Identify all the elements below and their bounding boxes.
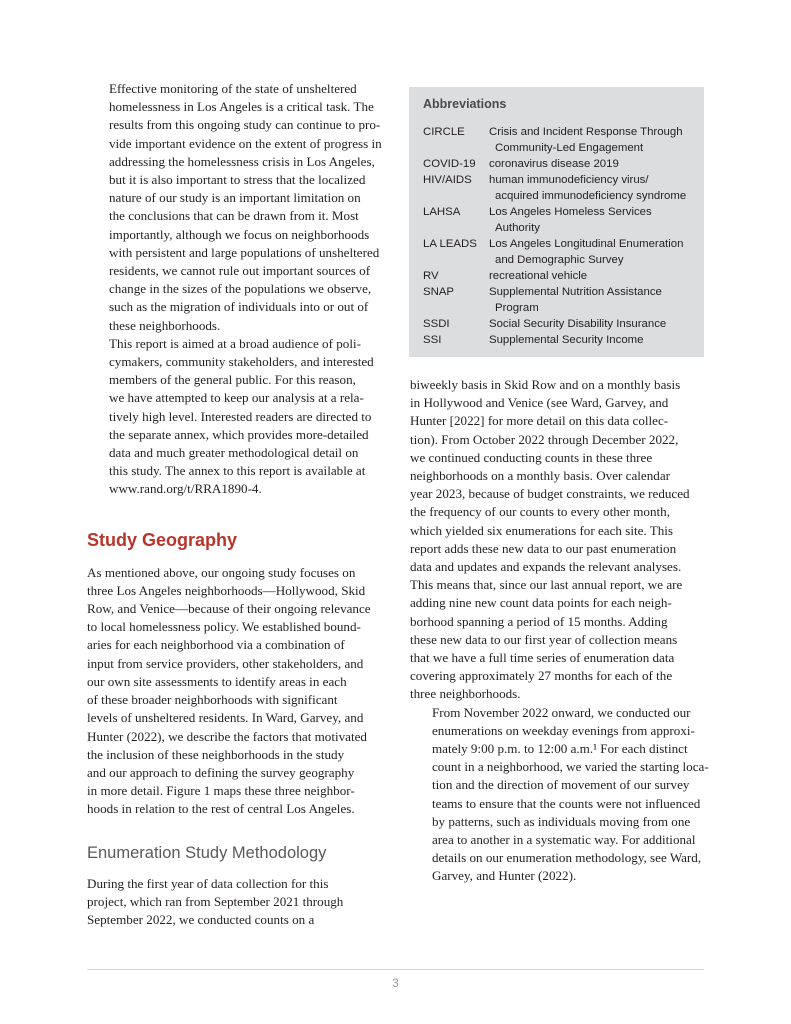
paragraph-biweekly	[410, 376, 703, 704]
text-line: From November 2022 onward, we conducted our	[432, 704, 691, 720]
left-column	[87, 80, 380, 929]
abbreviation-row	[423, 156, 690, 172]
text-line: to local homelessness policy. We established bound-	[87, 619, 361, 635]
text-line: aries for each neighborhood via a combination of	[87, 637, 345, 653]
text-line: by patterns, such as individuals moving from one	[432, 813, 691, 829]
abbreviation-definition	[489, 236, 690, 268]
definition-line: Crisis and Incident Response Through	[489, 126, 683, 138]
definition-line: Supplemental Nutrition Assistance	[489, 286, 662, 298]
text-line: importantly, although we focus on neighborhoods	[109, 226, 370, 242]
text-line: enumerations on weekday evenings from approxi-	[432, 722, 695, 738]
abbreviation-row	[423, 124, 690, 156]
text-line: we continued conducting counts in these three	[410, 449, 653, 465]
definition-line: acquired immunodeficiency syndrome	[495, 190, 687, 202]
right-column	[410, 376, 709, 886]
text-line: Hunter (2022), we describe the factors that motivated	[87, 728, 367, 744]
abbreviations-list	[423, 124, 690, 348]
definition-line: coronavirus disease 2019	[489, 158, 619, 170]
text-line: borhood spanning a period of 15 months. Adding	[410, 613, 668, 629]
abbreviation-term: COVID-19	[423, 158, 476, 170]
paragraph-audience	[87, 335, 380, 499]
text-line: this study. The annex to this report is available at	[109, 463, 366, 479]
text-line: of these broader neighborhoods with significant	[87, 692, 338, 708]
abbreviations-title: Abbreviations	[423, 97, 507, 111]
text-line: change in the sizes of the populations we observe,	[109, 281, 372, 297]
text-line: addressing the homelessness crisis in Los Angeles,	[109, 153, 375, 169]
paragraph-november	[410, 704, 709, 886]
definition-line: Supplemental Security Income	[489, 334, 644, 346]
text-line: data and updates and expands the relevant analyses.	[410, 559, 682, 575]
definition-line: and Demographic Survey	[495, 254, 624, 266]
abbreviation-row	[423, 332, 690, 348]
text-line: residents, we cannot rule out important sources of	[109, 263, 371, 279]
text-line: As mentioned above, our ongoing study focuses on	[87, 564, 356, 580]
text-line: and our approach to defining the survey geography	[87, 764, 355, 780]
abbreviation-term: HIV/AIDS	[423, 174, 472, 186]
definition-line: Program	[495, 302, 539, 314]
definition-line: Social Security Disability Insurance	[489, 318, 667, 330]
text-line: we have attempted to keep our analysis at a rela-	[109, 390, 364, 406]
text-line: area to another in a systematic way. For additional	[432, 832, 696, 848]
text-line: tion and the direction of movement of our survey	[432, 777, 690, 793]
text-line: cymakers, community stakeholders, and interested	[109, 354, 374, 370]
text-line: these new data to our first year of collection means	[410, 631, 678, 647]
text-line: adding nine new count data points for each neigh-	[410, 595, 672, 611]
abbreviation-row	[423, 172, 690, 204]
text-line: which yielded six enumerations for each site. This	[410, 522, 674, 538]
text-line: but it is also important to stress that the localized	[109, 172, 366, 188]
abbreviation-definition	[489, 316, 690, 332]
text-line: the frequency of our counts to every other month,	[410, 504, 670, 520]
abbreviation-row	[423, 204, 690, 236]
page-number: 3	[392, 976, 399, 990]
definition-line: Community-Led Engagement	[495, 142, 644, 154]
paragraph-first-year	[87, 875, 380, 930]
abbreviation-row	[423, 284, 690, 316]
text-line: the inclusion of these neighborhoods in the study	[87, 746, 345, 762]
text-line: these neighborhoods.	[109, 317, 221, 333]
text-line: with persistent and large populations of unsheltered	[109, 244, 380, 260]
text-line: members of the general public. For this reason,	[109, 372, 356, 388]
text-line: nature of our study is an important limitation on	[109, 190, 361, 206]
definition-line: recreational vehicle	[489, 270, 588, 282]
subsection-heading-enumeration: Enumeration Study Methodology	[87, 843, 327, 862]
abbreviation-definition	[489, 268, 690, 284]
text-line: the conclusions that can be drawn from it. Most	[109, 208, 359, 224]
text-line: tively high level. Interested readers are directed to	[109, 408, 372, 424]
definition-line: Authority	[495, 222, 540, 234]
definition-line: Los Angeles Longitudinal Enumeration	[489, 238, 684, 250]
abbreviation-term: LA LEADS	[423, 238, 477, 250]
text-line: This means that, since our last annual report, we are	[410, 577, 683, 593]
text-line: teams to ensure that the counts were not influenced	[432, 795, 701, 811]
abbreviation-definition	[489, 284, 690, 316]
abbreviation-row	[423, 316, 690, 332]
text-line: input from service providers, other stakeholders, and	[87, 655, 364, 671]
definition-line: human immunodeficiency virus/	[489, 174, 649, 186]
text-line: report adds these new data to our past enumeration	[410, 540, 677, 556]
abbreviations-box	[409, 87, 704, 357]
text-line: data and much greater methodological detail on	[109, 445, 359, 461]
text-line: homelessness in Los Angeles is a critical task. The	[109, 99, 374, 115]
text-line: such as the migration of individuals into or out of	[109, 299, 369, 315]
abbreviation-term: CIRCLE	[423, 126, 465, 138]
text-line: the separate annex, which provides more-detailed	[109, 426, 369, 442]
abbreviation-row	[423, 236, 690, 268]
paragraph-monitoring	[87, 80, 380, 335]
text-line: three neighborhoods.	[410, 686, 521, 702]
text-line: Hunter [2022] for more detail on this data collec-	[410, 413, 669, 429]
abbreviation-definition	[489, 156, 690, 172]
text-line: hoods in relation to the rest of central Los Angeles.	[87, 801, 355, 817]
text-line: details on our enumeration methodology, see Ward,	[432, 850, 702, 866]
text-line: our own site assessments to identify areas in each	[87, 673, 347, 689]
abbreviation-term: RV	[423, 270, 439, 282]
abbreviation-term: SSDI	[423, 318, 450, 330]
text-line: tion). From October 2022 through December 2022,	[410, 431, 679, 447]
text-line: year 2023, because of budget constraints, we reduced	[410, 486, 690, 502]
text-line: Row, and Venice—because of their ongoing relevance	[87, 601, 371, 617]
text-line: During the first year of data collection for this	[87, 875, 329, 891]
text-line: www.rand.org/t/RRA1890-4.	[109, 481, 262, 497]
footer-divider	[87, 969, 704, 970]
definition-line: Los Angeles Homeless Services	[489, 206, 652, 218]
section-heading-study-geography: Study Geography	[87, 529, 238, 550]
text-line: that we have a full time series of enumeration data	[410, 650, 675, 666]
text-line: project, which ran from September 2021 through	[87, 893, 344, 909]
text-line: This report is aimed at a broad audience of poli-	[109, 335, 361, 351]
abbreviation-definition	[489, 124, 690, 156]
text-line: in more detail. Figure 1 maps these three neighbor-	[87, 783, 355, 799]
abbreviation-term: SSI	[423, 334, 442, 346]
text-line: in Hollywood and Venice (see Ward, Garvey, and	[410, 395, 669, 411]
abbreviation-term: LAHSA	[423, 206, 461, 218]
abbreviation-definition	[489, 204, 690, 236]
abbreviation-row	[423, 268, 690, 284]
text-line: results from this ongoing study can continue to pro-	[109, 117, 381, 133]
text-line: covering approximately 27 months for each of the	[410, 668, 673, 684]
text-line: Effective monitoring of the state of unsheltered	[109, 81, 357, 96]
paragraph-study-geography	[87, 564, 380, 819]
text-line: September 2022, we conducted counts on a	[87, 911, 315, 927]
text-line: three Los Angeles neighborhoods—Hollywood, Skid	[87, 582, 366, 598]
abbreviation-definition	[489, 172, 690, 204]
abbreviation-definition	[489, 332, 690, 348]
text-line: mately 9:00 p.m. to 12:00 a.m.¹ For each distinct	[432, 741, 688, 757]
text-line: neighborhoods on a monthly basis. Over calendar	[410, 468, 670, 484]
abbreviation-term: SNAP	[423, 286, 455, 298]
text-line: levels of unsheltered residents. In Ward, Garvey, and	[87, 710, 364, 726]
text-line: vide important evidence on the extent of progress in	[109, 135, 382, 151]
text-line: Garvey, and Hunter (2022).	[432, 868, 577, 884]
text-line: count in a neighborhood, we varied the starting loca-	[432, 759, 709, 775]
text-line: biweekly basis in Skid Row and on a monthly basis	[410, 377, 681, 392]
